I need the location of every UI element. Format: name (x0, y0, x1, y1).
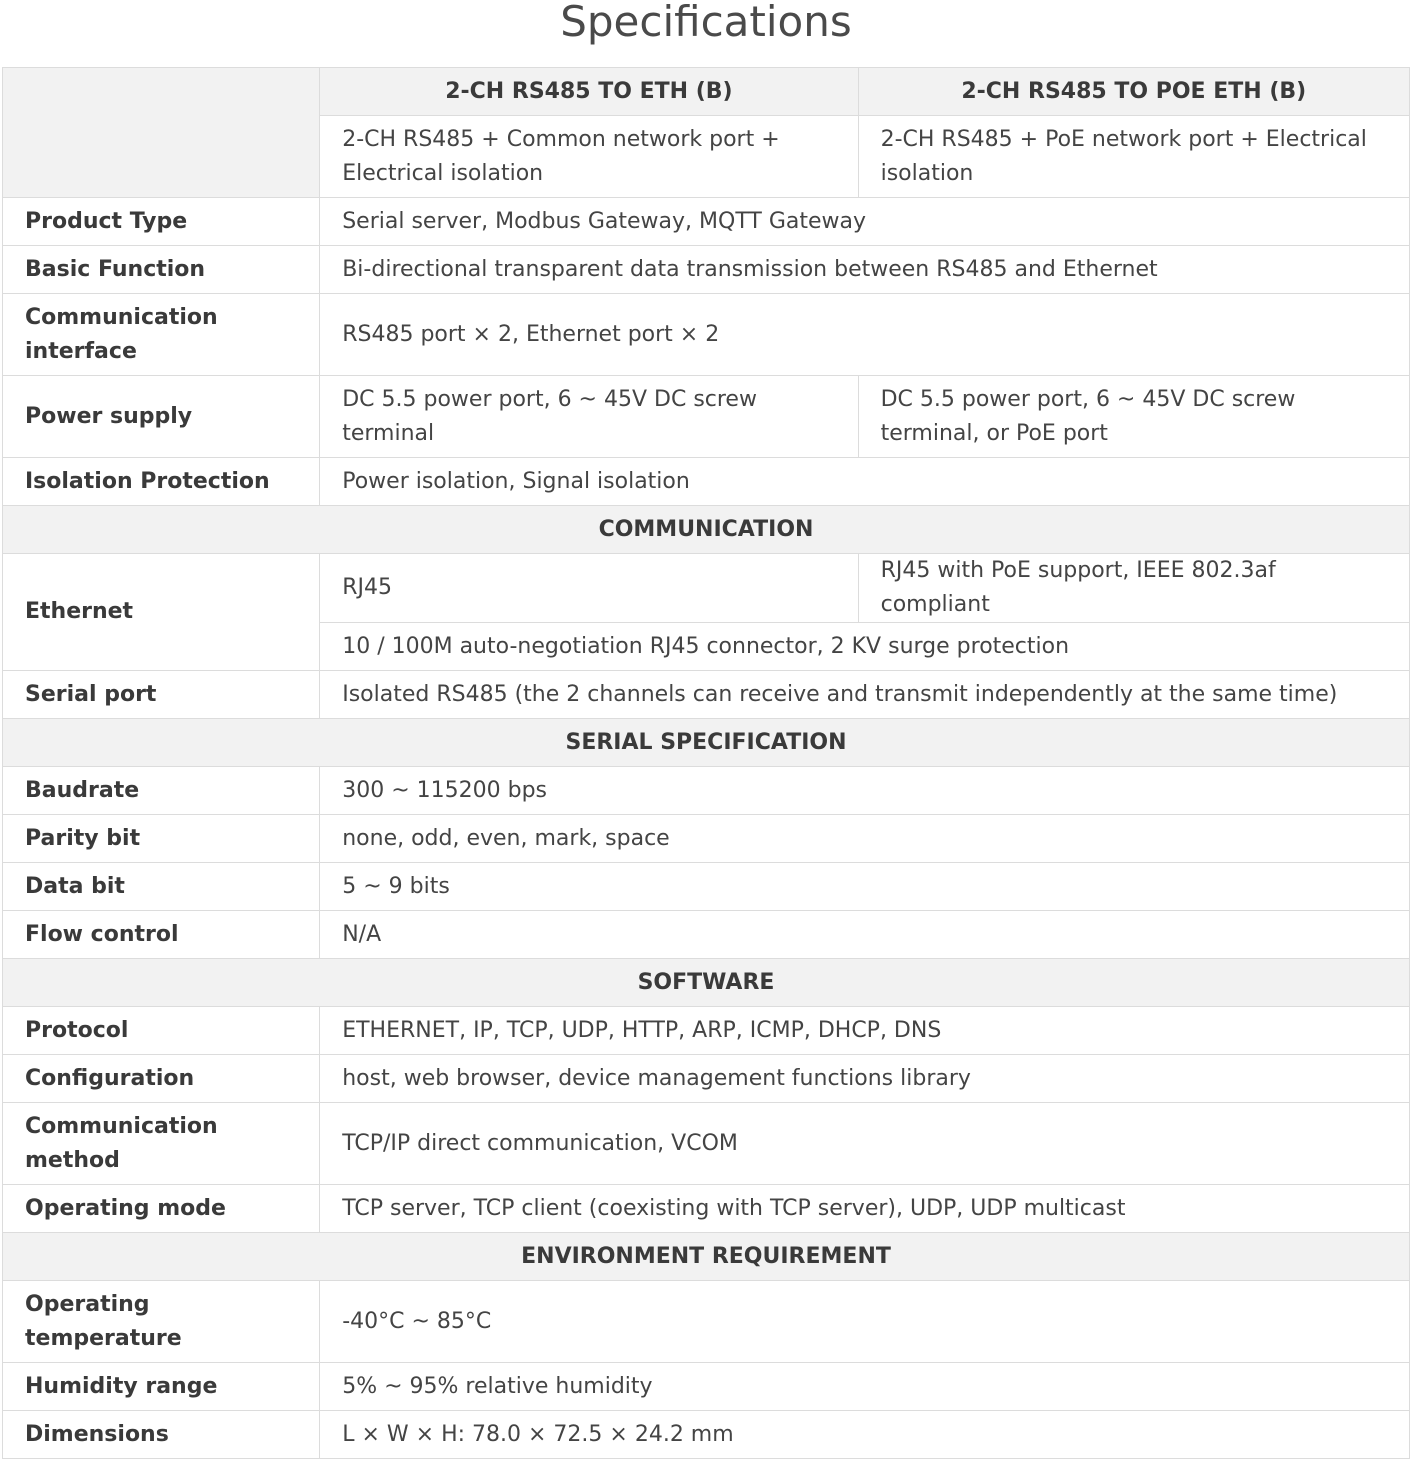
row-value-dimensions: L × W × H: 78.0 × 72.5 × 24.2 mm (320, 1411, 1410, 1459)
table-row (3, 911, 1410, 959)
row-label-ethernet: Ethernet (3, 554, 320, 671)
row-label-humidity-range: Humidity range (3, 1363, 320, 1411)
table-row (3, 198, 1410, 246)
row-value-humidity-range: 5% ~ 95% relative humidity (320, 1363, 1410, 1411)
table-row (3, 294, 1410, 376)
table-row (3, 1007, 1410, 1055)
table-row (3, 1103, 1410, 1185)
table-row (3, 671, 1410, 719)
row-label-data-bit: Data bit (3, 863, 320, 911)
table-row (3, 1055, 1410, 1103)
table-row (3, 863, 1410, 911)
table-row (3, 1411, 1410, 1459)
row-value-serial-port: Isolated RS485 (the 2 channels can receive and transmit independently at the same time) (320, 671, 1410, 719)
section-title-environment-requirement: ENVIRONMENT REQUIREMENT (3, 1233, 1410, 1281)
table-row (3, 1281, 1410, 1363)
column-header-rs485-eth: 2-CH RS485 TO ETH (B) (320, 68, 858, 116)
row-label-flow-control: Flow control (3, 911, 320, 959)
row-value-configuration: host, web browser, device management functions library (320, 1055, 1410, 1103)
row-label-configuration: Configuration (3, 1055, 320, 1103)
column-header-rs485-poe-eth: 2-CH RS485 TO POE ETH (B) (858, 68, 1409, 116)
model-b-description: 2-CH RS485 + PoE network port + Electrical isolation (858, 116, 1409, 198)
row-value-ethernet-common: 10 / 100M auto-negotiation RJ45 connector, 2 KV surge protection (320, 623, 1410, 671)
row-label-dimensions: Dimensions (3, 1411, 320, 1459)
row-label-basic-function: Basic Function (3, 246, 320, 294)
row-value-ethernet-b: RJ45 with PoE support, IEEE 802.3af compliant (858, 554, 1409, 623)
table-row (3, 815, 1410, 863)
section-title-software: SOFTWARE (3, 959, 1410, 1007)
header-corner-cell (3, 68, 320, 198)
model-a-description: 2-CH RS485 + Common network port + Electrical isolation (320, 116, 858, 198)
section-header-row (3, 1233, 1410, 1281)
table-row (3, 1363, 1410, 1411)
row-value-operating-temperature: -40°C ~ 85°C (320, 1281, 1410, 1363)
row-label-power-supply: Power supply (3, 376, 320, 458)
table-row (3, 458, 1410, 506)
row-value-flow-control: N/A (320, 911, 1410, 959)
section-title-communication: COMMUNICATION (3, 506, 1410, 554)
row-value-isolation-protection: Power isolation, Signal isolation (320, 458, 1410, 506)
table-row (3, 767, 1410, 815)
row-label-baudrate: Baudrate (3, 767, 320, 815)
table-row (3, 554, 1410, 623)
section-header-row (3, 506, 1410, 554)
row-value-communication-interface: RS485 port × 2, Ethernet port × 2 (320, 294, 1410, 376)
row-value-data-bit: 5 ~ 9 bits (320, 863, 1410, 911)
row-label-parity-bit: Parity bit (3, 815, 320, 863)
row-value-operating-mode: TCP server, TCP client (coexisting with TCP server), UDP, UDP multicast (320, 1185, 1410, 1233)
row-value-parity-bit: none, odd, even, mark, space (320, 815, 1410, 863)
row-value-power-supply-b: DC 5.5 power port, 6 ~ 45V DC screw terminal, or PoE port (858, 376, 1409, 458)
row-label-isolation-protection: Isolation Protection (3, 458, 320, 506)
row-label-communication-method: Communication method (3, 1103, 320, 1185)
row-label-serial-port: Serial port (3, 671, 320, 719)
row-label-protocol: Protocol (3, 1007, 320, 1055)
table-row (3, 246, 1410, 294)
table-header-row (3, 68, 1410, 116)
row-value-communication-method: TCP/IP direct communication, VCOM (320, 1103, 1410, 1185)
row-value-ethernet-a: RJ45 (320, 554, 858, 623)
row-value-baudrate: 300 ~ 115200 bps (320, 767, 1410, 815)
row-value-basic-function: Bi-directional transparent data transmission between RS485 and Ethernet (320, 246, 1410, 294)
row-label-communication-interface: Communication interface (3, 294, 320, 376)
row-value-protocol: ETHERNET, IP, TCP, UDP, HTTP, ARP, ICMP, DHCP, DNS (320, 1007, 1410, 1055)
specifications-table (2, 67, 1410, 1459)
row-label-operating-mode: Operating mode (3, 1185, 320, 1233)
section-header-row (3, 959, 1410, 1007)
table-row (3, 1185, 1410, 1233)
section-title-serial-specification: SERIAL SPECIFICATION (3, 719, 1410, 767)
row-value-product-type: Serial server, Modbus Gateway, MQTT Gateway (320, 198, 1410, 246)
row-label-operating-temperature: Operating temperature (3, 1281, 320, 1363)
page-title: Specifications (560, 0, 852, 46)
table-row (3, 376, 1410, 458)
section-header-row (3, 719, 1410, 767)
row-value-power-supply-a: DC 5.5 power port, 6 ~ 45V DC screw terminal (320, 376, 858, 458)
row-label-product-type: Product Type (3, 198, 320, 246)
